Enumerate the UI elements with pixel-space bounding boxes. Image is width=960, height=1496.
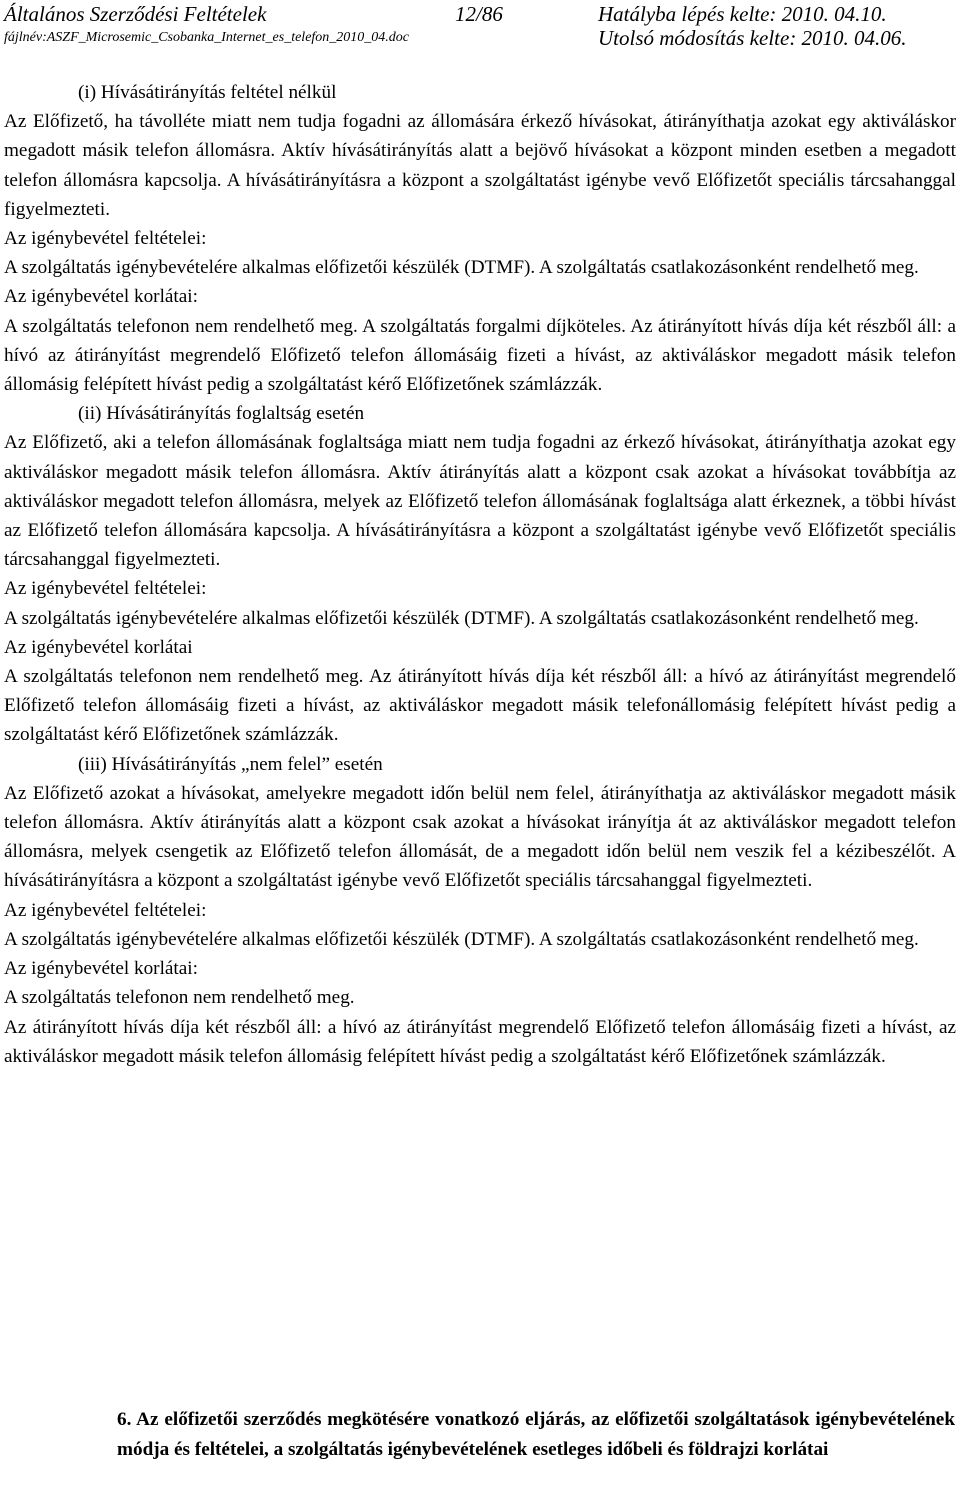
limitations-label: Az igénybevétel korlátai [4,636,193,658]
conditions-text: A szolgáltatás igénybevételére alkalmas előfizetői készülék (DTMF). A szolgáltatás csatlakozásonként rendelhető meg. [4,607,919,629]
header-row-2 [0,26,960,52]
limitations-text: A szolgáltatás telefonon nem rendelhető meg. [4,987,355,1009]
limitations-label: Az igénybevétel korlátai: [4,286,198,308]
conditions-text: A szolgáltatás igénybevételére alkalmas előfizetői készülék (DTMF). A szolgáltatás csatlakozásonként rendelhető meg. [4,257,919,279]
subsection-heading-iii: (iii) Hívásátirányítás „nem felel” esetén [78,753,383,775]
conditions-label: Az igénybevétel feltételei: [4,578,207,600]
paragraph: Az Előfizető, aki a telefon állomásának foglaltsága miatt nem tudja fogadni az érkező hívásokat, átirányíthatja azokat egy aktiváláskor megadott másik telefon állomásra. Aktív átirányítás alatt a központ csak azokat a hívásokat továbbítja az aktiváláskor megadott telefon állomásra, melyek az Előfizető telefon állomásának foglaltsága alatt érkeznek, a többi hívást az Előfizető telefon állomására kapcsolja. A hívásátirányításra a központ a szolgáltatást igénybe vevő Előfizetőt speciális tárcsahanggal figyelmezteti. [4,432,956,571]
subsection-heading-i: (i) Hívásátirányítás feltétel nélkül [78,82,337,103]
page-header [0,0,960,52]
limitations-text: A szolgáltatás telefonon nem rendelhető meg. Az átirányított hívás díja két részből áll: a hívó az átirányítást megrendelő Előfizető telefon állomásáig fizeti a hívást, az aktiváláskor megadott másik telefonállomásig felépített hívást pedig a szolgáltatást kérő Előfizetőnek számlázzák. [4,666,956,746]
file-name: fájlnév:ASZF_Microsemic_Csobanka_Internet_es_telefon_2010_04.doc [4,30,410,45]
limitations-text: A szolgáltatás telefonon nem rendelhető meg. A szolgáltatás forgalmi díjköteles. Az átirányított hívás díja két részből áll: a hívó az átirányítást megrendelő Előfizető telefon állomásáig fizeti a hívást, az aktiváláskor megadott másik telefon állomásig felépített hívást pedig a szolgáltatást kérő Előfizetőnek számlázzák. [4,315,956,396]
section-heading-6: 6. Az előfizetői szerződés megkötésére vonatkozó eljárás, az előfizetői szolgáltatások igénybevételének módja és feltételei, a szolgáltatás igénybevételének esetleges időbeli és földrajzi korlátai [117,1409,955,1460]
conditions-label: Az igénybevétel feltételei: [4,899,207,921]
paragraph: Az Előfizető, ha távolléte miatt nem tudja fogadni az állomására érkező hívásokat, átirányíthatja azokat egy aktiváláskor megadott másik telefon állomásra. Aktív hívásátirányítás alatt a bejövő hívásokat a központ minden esetben a megadott telefon állomásra kapcsolja. A hívásátirányításra a központ a szolgáltatást igénybe vevő Előfizetőt speciális tárcsahanggal figyelmezteti. [4,111,956,220]
header-row-1 [0,0,960,26]
subsection-heading-ii: (ii) Hívásátirányítás foglaltság esetén [78,403,365,425]
effective-date: Hatályba lépés kelte: 2010. 04.10. [598,2,887,26]
paragraph: Az Előfizető azokat a hívásokat, amelyekre megadott időn belül nem felel, átirányíthatja az aktiváláskor megadott másik telefon állomásra. Aktív átirányítás alatt a központ csak azokat a hívásokat irányítja át az aktiváláskor megadott telefon állomásra, melyek csengetik az Előfizető telefon állomását, de a megadott időn belül nem veszik fel a kézibeszélőt. A hívásátirányításra a központ a szolgáltatást igénybe vevő Előfizetőt speciális tárcsahanggal figyelmezteti. [4,782,956,892]
page-number: 12/86 [455,2,503,26]
fee-text: Az átirányított hívás díja két részből áll: a hívó az átirányítást megrendelő Előfizető telefon állomásáig fizeti a hívást, az aktiváláskor megadott másik telefon állomásig felépített hívást pedig a szolgáltatást kérő Előfizetőnek számlázzák. [4,1016,956,1067]
document-body [4,78,956,1071]
modified-date: Utolsó módosítás kelte: 2010. 04.06. [598,26,907,50]
conditions-label: Az igénybevétel feltételei: [4,228,207,250]
document-title: Általános Szerződési Feltételek [4,2,267,26]
conditions-text: A szolgáltatás igénybevételére alkalmas előfizetői készülék (DTMF). A szolgáltatás csatlakozásonként rendelhető meg. [4,928,919,950]
limitations-label: Az igénybevétel korlátai: [4,958,198,980]
